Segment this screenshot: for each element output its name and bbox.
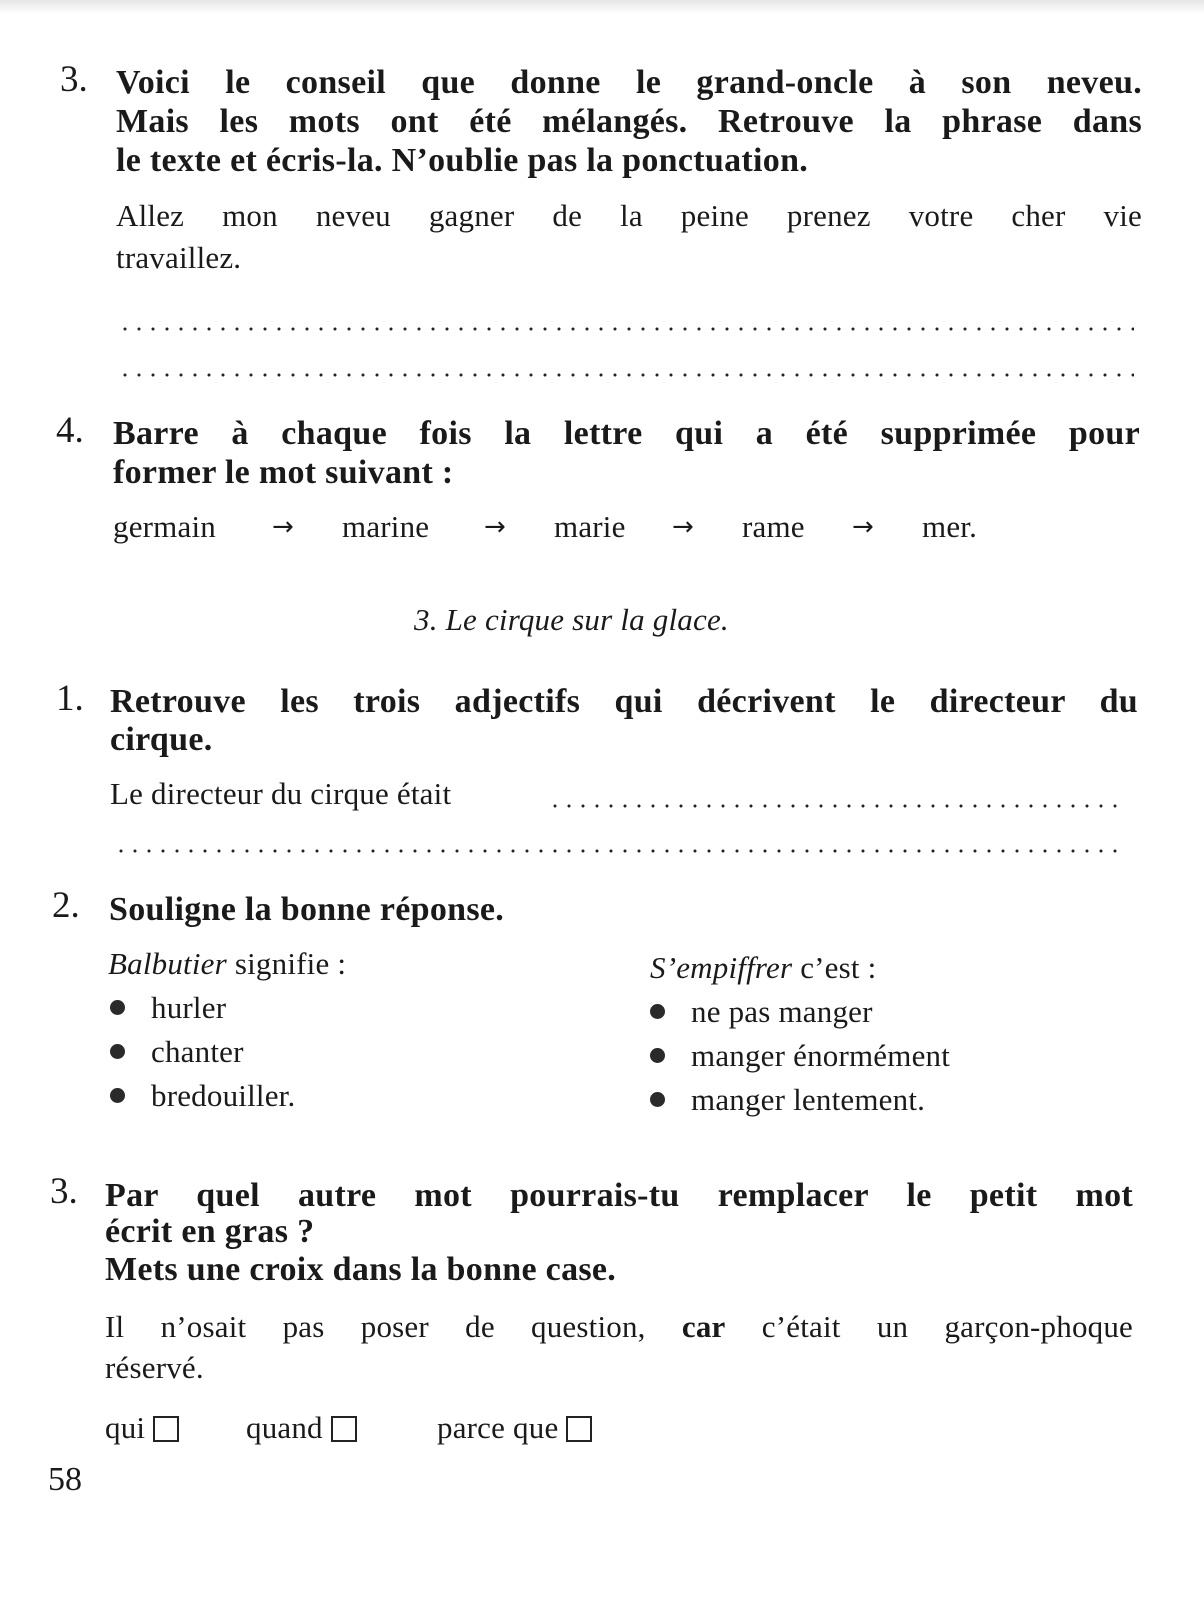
question-text-line: Voici le conseil que donne le grand-oncle à son neveu.: [116, 64, 1142, 101]
question-text-line: Mets une croix dans la bonne case.: [105, 1251, 617, 1288]
bullet-icon: [110, 1044, 125, 1059]
checkbox[interactable]: [331, 1416, 357, 1442]
choice-item: [246, 1408, 357, 1448]
chapter-title: 3. Le cirque sur la glace.: [414, 602, 729, 637]
right-arrow-icon: →: [272, 512, 294, 542]
answer-option[interactable]: ne pas manger: [650, 992, 950, 1036]
choice-label: parce que: [437, 1410, 559, 1445]
example-sentence-line2: réservé.: [105, 1350, 204, 1385]
choice-item: [105, 1408, 179, 1448]
term-prompt-right: [650, 948, 876, 988]
question-number: 3.: [60, 59, 88, 100]
bullet-icon: [650, 1092, 665, 1107]
answer-prefix: Le directeur du cirque était: [110, 776, 452, 811]
question-text-line: former le mot suivant :: [113, 454, 454, 491]
right-arrow-icon: →: [852, 512, 874, 542]
page-number: 58: [48, 1461, 82, 1498]
question-number: 3.: [50, 1171, 78, 1212]
question-text-line: Mais les mots ont été mélangés. Retrouve la phrase dans: [116, 103, 1142, 140]
term-word: Balbutier: [108, 946, 227, 981]
question-number: 1.: [56, 678, 84, 719]
right-arrow-icon: →: [484, 512, 506, 542]
word-chain-item[interactable]: germain: [113, 509, 216, 544]
answer-option[interactable]: manger énormément: [650, 1036, 950, 1080]
term-rest: signifie :: [226, 946, 347, 981]
example-sentence: Il n’osait pas poser de question, car c’était un garçon-phoque: [105, 1309, 1133, 1344]
options-list-left: [110, 988, 295, 1120]
bullet-icon: [110, 1088, 125, 1103]
question-text-line: écrit en gras ?: [105, 1213, 315, 1250]
question-number: 4.: [56, 410, 84, 451]
answer-option[interactable]: chanter: [110, 1032, 295, 1076]
choice-label: quand: [246, 1410, 323, 1445]
answer-option[interactable]: manger lentement.: [650, 1080, 950, 1124]
question-text-line: Barre à chaque fois la lettre qui a été supprimée pour: [113, 415, 1140, 452]
right-arrow-icon: →: [672, 512, 694, 542]
bullet-icon: [650, 1048, 665, 1063]
term-word: S’empiffrer: [650, 950, 793, 985]
word-chain-item[interactable]: marine: [342, 509, 430, 544]
bold-word: car: [681, 1309, 726, 1344]
bullet-icon: [650, 1004, 665, 1019]
options-list-right: [650, 992, 950, 1124]
word-chain-item[interactable]: rame: [742, 509, 805, 544]
checkbox[interactable]: [566, 1416, 592, 1442]
scrambled-sentence: Allez mon neveu gagner de la peine prenez votre cher vie: [116, 198, 1142, 233]
term-prompt-left: [108, 944, 346, 984]
answer-dotted-line[interactable]: [118, 372, 1134, 378]
question-number: 2.: [52, 885, 80, 926]
answer-dotted-line[interactable]: [114, 848, 1126, 854]
question-text-line: Par quel autre mot pourrais-tu remplacer le petit mot: [105, 1177, 1133, 1214]
word-chain-item[interactable]: mer.: [922, 509, 978, 544]
scrambled-sentence: travaillez.: [116, 240, 242, 275]
scan-edge-shadow: [0, 0, 1204, 14]
question-text-line: le texte et écris-la. N’oublie pas la ponctuation.: [116, 142, 809, 179]
bullet-icon: [110, 1000, 125, 1015]
question-title: Souligne la bonne réponse.: [109, 891, 505, 928]
term-rest: c’est :: [792, 950, 877, 985]
answer-dotted-line[interactable]: [118, 326, 1134, 332]
checkbox[interactable]: [153, 1416, 179, 1442]
word-chain-item[interactable]: marie: [554, 509, 626, 544]
choice-item: [437, 1408, 592, 1448]
choice-label: qui: [105, 1410, 146, 1445]
question-text-line: cirque.: [110, 721, 213, 758]
question-text-line: Retrouve les trois adjectifs qui décrivent le directeur du: [110, 683, 1138, 720]
answer-option[interactable]: bredouiller.: [110, 1076, 295, 1120]
answer-option[interactable]: hurler: [110, 988, 295, 1032]
answer-dotted-line[interactable]: [548, 803, 1126, 809]
